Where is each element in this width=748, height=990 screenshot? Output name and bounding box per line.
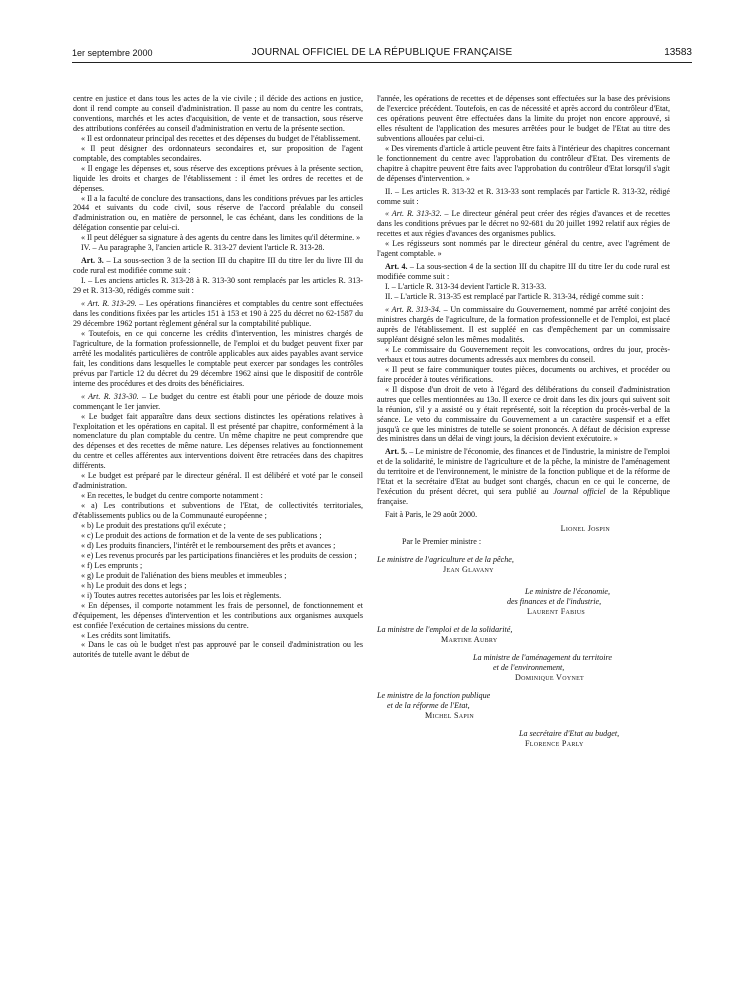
article-r-313-34: « Art. R. 313-34. – Un commissaire du Gouvernement, nommé par arrêté conjoint des ministres chargés de l'agriculture, de la formation professionnelle et de l'emploi, est placé auprès de l'établissement. Il est suppléé en cas d'empêchement par un commissaire suppléant désigné selon les mêmes modalités. <box>377 305 670 344</box>
signature-block <box>377 524 670 749</box>
signatory-name: Michel Sapin <box>425 711 474 721</box>
signatory-role: des finances et de l'industrie, <box>507 597 602 607</box>
paragraph: « Dans le cas où le budget n'est pas approuvé par le conseil d'administration ou les autorités de tutelle avant le début de <box>73 640 363 660</box>
signatory-role: Le ministre de l'agriculture et de la pêche, <box>377 555 514 565</box>
paragraph: centre en justice et dans tous les actes de la vie civile ; il décide des actions en justice, dont il rend compte au conseil d'administration. Il passe au nom du centre les contrats, conventions, marchés et les actes d'acquisition, de vente et de transaction, sous réserve des attributions conférées au conseil d'administration en vertu de la présente section. <box>73 94 363 133</box>
list-item: « b) Le produit des prestations qu'il exécute ; <box>81 521 226 531</box>
paragraph: « Les crédits sont limitatifs. <box>81 630 171 640</box>
article-5: Art. 5. – Le ministre de l'économie, des finances et de l'industrie, la ministre de l'emploi et de la solidarité, le ministre de l'agriculture et de la pêche, la ministre de l'aménagement du territoire et de l'environnement, le ministre de la fonction publique et de la réforme de l'Etat et la secrétaire d'Etat au budget sont chargés, chacun en ce qui le concerne, de l'exécution du présent décret, qui sera publié au Journal officiel de la République française. <box>377 447 670 507</box>
date-line: Fait à Paris, le 29 août 2000. <box>385 510 478 520</box>
article-label: Art. 5. <box>385 447 408 457</box>
page-header <box>72 46 692 63</box>
signatory-role: Le ministre de la fonction publique <box>377 691 491 701</box>
paragraph: « Le budget est préparé par le directeur général. Il est délibéré et voté par le conseil d'administration. <box>73 471 363 491</box>
list-item: « g) Le produit de l'aliénation des biens meubles et immeubles ; <box>81 570 287 580</box>
list-item: « i) Toutes autres recettes autorisées par les lois et règlements. <box>81 590 282 600</box>
paragraph: II. – Les articles R. 313-32 et R. 313-33 sont remplacés par l'article R. 313-32, rédigé comme suit : <box>377 186 670 206</box>
paragraph: « Il dispose d'un droit de veto à l'égard des délibérations du conseil d'administration autres que celles mentionnées au 13o. Il exerce ce droit dans les dix jours qui suivent soit la réunion, s'il y a assisté ou y était représenté, soit la réception du procès-verbal de la séance. Le veto du commissaire du Gouvernement a un caractère suspensif et a effet jusqu'à ce que les ministres de tutelle se soient prononcés. A défaut de décision expresse des ministres dans un délai de vingt jours, la décision devient exécutoire. » <box>377 384 670 444</box>
signatory-role: et de la réforme de l'Etat, <box>387 701 470 711</box>
journal-title: JOURNAL OFFICIEL DE LA RÉPUBLIQUE FRANÇAISE <box>251 47 513 58</box>
list-item: « h) Le produit des dons et legs ; <box>81 580 187 590</box>
journal-reference: Journal officiel <box>553 487 606 497</box>
page-number: 13583 <box>664 47 692 58</box>
list-item: « a) Les contributions et subventions de l'Etat, de collectivités territoriales, d'établissements publics ou de la Communauté européenne ; <box>73 501 363 521</box>
paragraph: « Il peut désigner des ordonnateurs secondaires et, sur proposition de l'agent comptable, des comptables secondaires. <box>73 143 363 163</box>
article-4: Art. 4. – La sous-section 4 de la section III du chapitre III du titre Ier du code rural est modifiée comme suit : <box>377 262 671 282</box>
signatory-role: La secrétaire d'Etat au budget, <box>519 729 620 739</box>
signatory-role: et de l'environnement, <box>493 663 565 673</box>
signatory-role: La ministre de l'emploi et de la solidarité, <box>377 625 513 635</box>
paragraph: « Il peut déléguer sa signature à des agents du centre dans les limites qu'il détermine. » <box>81 233 361 243</box>
pm-name: Lionel Jospin <box>560 524 610 534</box>
signatory-name: Dominique Voynet <box>515 673 585 683</box>
signatory-role: Le ministre de l'économie, <box>525 587 611 597</box>
right-column <box>377 94 670 749</box>
left-column <box>73 94 363 660</box>
list-item: « c) Le produit des actions de formation et de la vente de ses publications ; <box>81 530 322 540</box>
paragraph: « Il engage les dépenses et, sous réserve des exceptions prévues à la présente section, liquide les droits et charges de l'établissement : il émet les ordres de recettes et de dépenses. <box>73 163 363 193</box>
paragraph: IV. – Au paragraphe 3, l'ancien article R. 313-27 devient l'article R. 313-28. <box>81 243 325 253</box>
article-reference: « Art. R. 313-32. <box>385 209 442 219</box>
paragraph: « Toutefois, en ce qui concerne les crédits d'intervention, les ministres chargés de l'agriculture, de la formation professionnelle, de l'emploi et du budget peuvent fixer par arrêté les modalités particulières de contrôle applicables aux aides payables avant service fait, les conditions dans lesquelles le comptable peut exercer par sondages les contrôles prévus par l'article 12 du décret du 29 décembre 1962 ainsi que le dispositif de contrôle interne des procédures et des droits des bénéficiaires. <box>73 328 363 388</box>
article-reference: « Art. R. 313-34. <box>385 305 441 315</box>
paragraph: « Il est ordonnateur principal des recettes et des dépenses du budget de l'établissement. <box>81 133 361 143</box>
paragraph: l'année, les opérations de recettes et de dépenses sont effectuées sur la base des prévisions de l'exercice précédent. Toutefois, en cas de nécessité et après accord du contrôleur d'Etat, ces opérations peuvent être effectuées dans la limite du projet non encore approuvé, si elles résultent de l'application des mesures arrêtées pour le budget de l'Etat au titre des subventions allouées par celui-ci. <box>377 94 670 143</box>
paragraph: I. – L'article R. 313-34 devient l'article R. 313-33. <box>385 282 547 292</box>
header-date: 1er septembre 2000 <box>72 48 153 58</box>
article-label: Art. 3. <box>81 256 104 266</box>
pm-intro: Par le Premier ministre : <box>402 537 482 547</box>
paragraph: « En dépenses, il comporte notamment les frais de personnel, de fonctionnement et d'équipement, les dépenses d'intervention et les contributions aux organismes auxquels est confiée l'exécution de certaines missions du centre. <box>73 600 363 630</box>
paragraph: II. – L'article R. 313-35 est remplacé par l'article R. 313-34, rédigé comme suit : <box>385 292 644 302</box>
paragraph: « Les régisseurs sont nommés par le directeur général du centre, avec l'agrément de l'agent comptable. » <box>377 239 670 259</box>
signatory-name: Jean Glavany <box>443 565 494 575</box>
paragraph: « Le budget fait apparaître dans deux sections distinctes les opérations relatives à l'exploitation et les opérations en capital. Il est présenté par chapitre, conformément à la nomenclature du plan comptable du centre. Un même chapitre ne peut comprendre que des dépenses et des recettes de même nature. Les dépenses relatives au fonctionnement du centre et celles afférentes aux interventions doivent être retracées dans des chapitres différents. <box>73 411 363 471</box>
article-r-313-29: « Art. R. 313-29. – Les opérations financières et comptables du centre sont effectuées dans les conditions fixées par les articles 151 à 153 et 190 à 225 du décret no 62-1587 du 29 décembre 1962 portant règlement général sur la comptabilité publique. <box>73 299 363 328</box>
article-r-313-30: « Art. R. 313-30. – Le budget du centre est établi pour une période de douze mois commençant le 1er janvier. <box>73 391 363 411</box>
article-reference: « Art. R. 313-30. <box>81 391 139 401</box>
article-3: Art. 3. – La sous-section 3 de la section III du chapitre III du titre Ier du livre III du code rural est modifiée comme suit : <box>73 256 364 276</box>
list-item: « e) Les revenus procurés par les participations financières et les produits de cession ; <box>81 550 357 560</box>
paragraph: « Des virements d'article à article peuvent être faits à l'intérieur des chapitres concernant le fonctionnement du centre avec l'approbation du contrôleur d'Etat. Des virements de chapitre à chapitre peuvent être faits avec l'approbation du contrôleur d'Etat lorsqu'il s'agit de dépenses d'intervention. » <box>377 143 670 183</box>
article-reference: « Art. R. 313-29. <box>81 299 137 309</box>
list-item: « d) Les produits financiers, l'intérêt et le remboursement des prêts et avances ; <box>81 540 336 550</box>
paragraph: « En recettes, le budget du centre comporte notamment : <box>81 491 263 501</box>
signatory-name: Florence Parly <box>525 739 584 749</box>
paragraph: « Il peut se faire communiquer toutes pièces, documents ou archives, et procéder ou faire procéder à toutes vérifications. <box>377 364 670 384</box>
article-r-313-32: « Art. R. 313-32. – Le directeur général peut créer des régies d'avances et de recettes dans les conditions prévues par le décret no 92-681 du 20 juillet 1992 relatif aux régies de recettes et aux régies d'avances des organismes publics. <box>377 209 671 239</box>
paragraph: « Le commissaire du Gouvernement reçoit les convocations, ordres du jour, procès-verbaux et tous autres documents adressés aux membres du conseil. <box>377 344 670 364</box>
article-label: Art. 4. <box>385 262 408 272</box>
paragraph: I. – Les anciens articles R. 313-28 à R. 313-30 sont remplacés par les articles R. 313-29 et R. 313-30, rédigés comme suit : <box>73 276 363 296</box>
signatory-role: La ministre de l'aménagement du territoire <box>473 653 612 663</box>
list-item: « f) Les emprunts ; <box>81 560 143 570</box>
paragraph: « Il a la faculté de conclure des transactions, dans les conditions prévues par les articles 2044 et suivants du code civil, sous réserve de l'accord préalable du conseil d'administration ou, en matière de personnel, le cas échéant, dans les conditions de la délégation consentie par celui-ci. <box>73 193 363 233</box>
signatory-name: Martine Aubry <box>441 635 498 645</box>
signatory-name: Laurent Fabius <box>527 607 586 617</box>
